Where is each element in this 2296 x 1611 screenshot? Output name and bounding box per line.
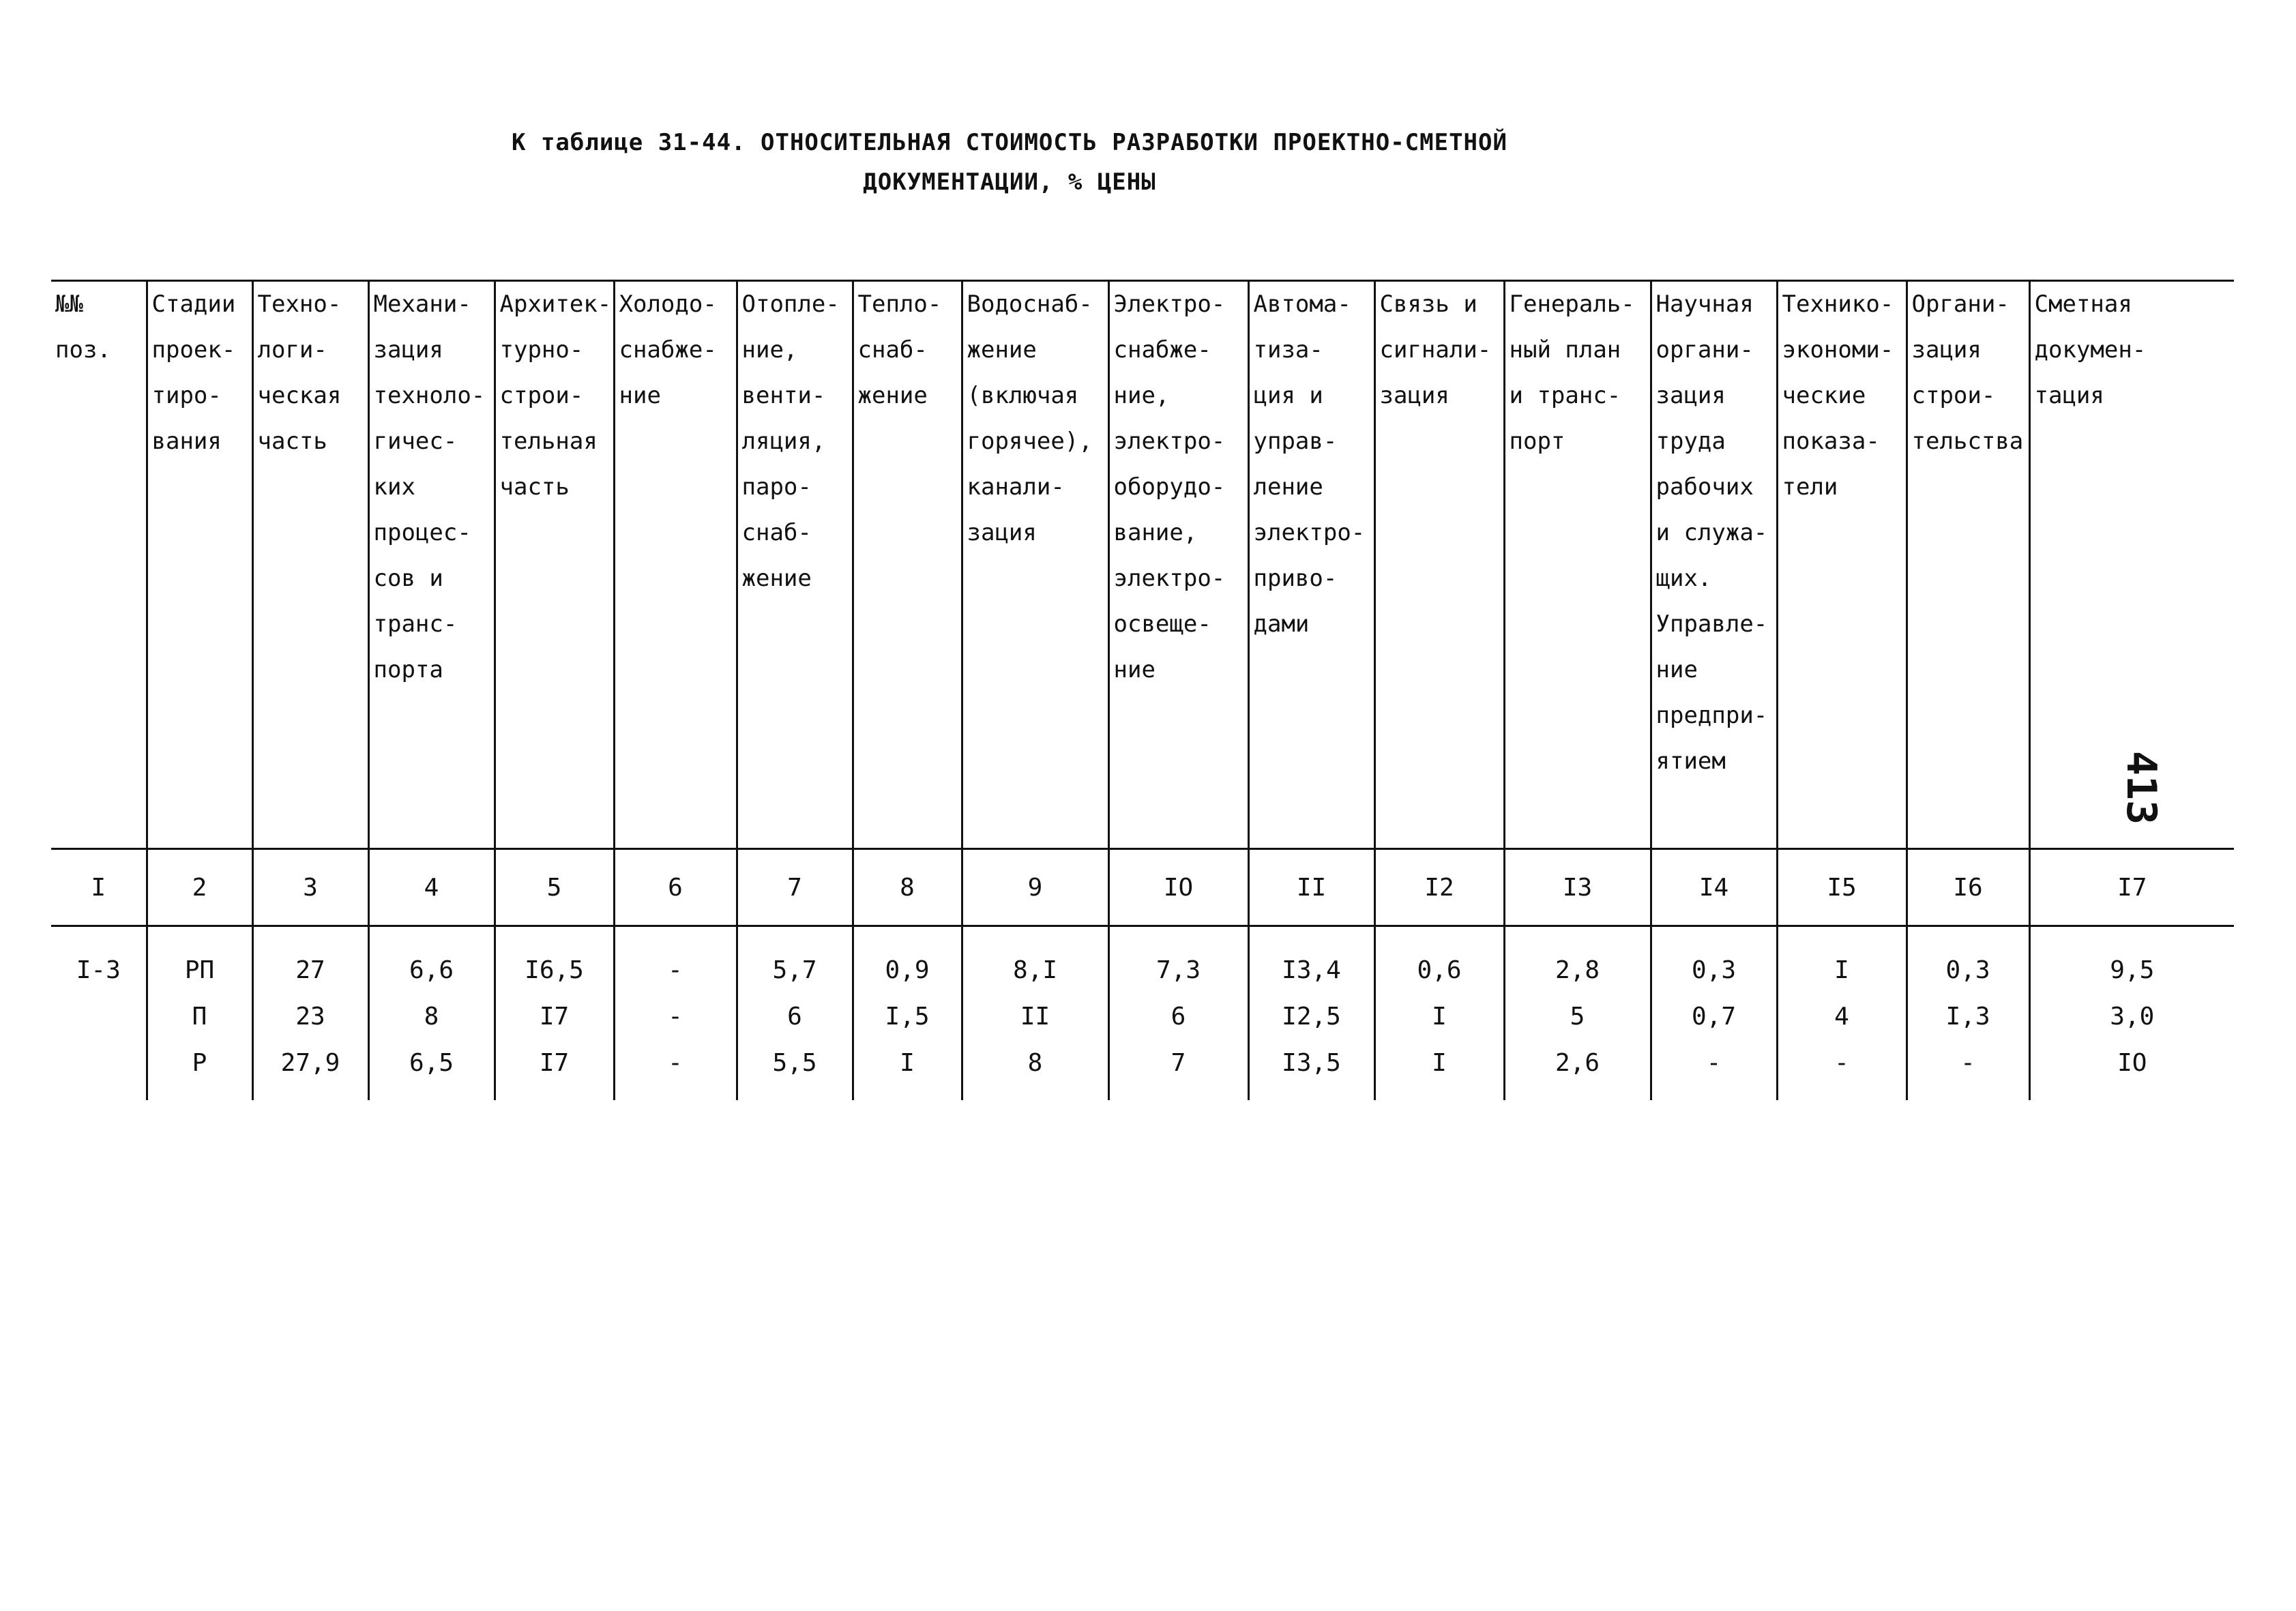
column-number: 7 bbox=[737, 849, 853, 926]
page-number: 413 bbox=[2117, 750, 2166, 825]
header-estimate: Сметная докумен- тация bbox=[2029, 281, 2234, 849]
header-heating-ventilation: Отопле- ние, венти- ляция, паро- снаб- жение bbox=[737, 281, 853, 849]
cell-stages: РП П Р bbox=[147, 926, 252, 1101]
header-refrigeration: Холодо- снабже- ние bbox=[614, 281, 737, 849]
column-number: I5 bbox=[1777, 849, 1907, 926]
header-economics: Технико- экономи- ческие показа- тели bbox=[1777, 281, 1907, 849]
cell-technological: 27 23 27,9 bbox=[252, 926, 368, 1101]
header-pos: №№ поз. bbox=[55, 291, 111, 364]
column-number: IO bbox=[1108, 849, 1248, 926]
column-number: I3 bbox=[1504, 849, 1651, 926]
column-number: 2 bbox=[147, 849, 252, 926]
title-line-1: К таблице 31-44. ОТНОСИТЕЛЬНАЯ СТОИМОСТЬ РАЗРАБОТКИ ПРОЕКТНО-СМЕТНОЙ bbox=[512, 129, 1507, 156]
cell-labor-organization: 0,3 0,7 - bbox=[1651, 926, 1777, 1101]
header-stages: Стадии проек- тиро- вания bbox=[147, 281, 252, 849]
cell-estimate: 9,5 3,0 IO bbox=[2029, 926, 2234, 1101]
header-communication: Связь и сигнали- зация bbox=[1374, 281, 1504, 849]
cell-water-supply: 8,I II 8 bbox=[962, 926, 1108, 1101]
header-water-supply: Водоснаб- жение (включая горячее), канали- зация bbox=[962, 281, 1108, 849]
header-labor-organization: Научная органи- зация труда рабочих и служа- щих. Управле- ние предпри- ятием bbox=[1651, 281, 1777, 849]
column-number: I6 bbox=[1907, 849, 2029, 926]
column-number: 4 bbox=[368, 849, 495, 926]
cell-economics: I 4 - bbox=[1777, 926, 1907, 1101]
title-line-2: ДОКУМЕНТАЦИИ, % ЦЕНЫ bbox=[863, 168, 1156, 196]
cost-table bbox=[51, 280, 2234, 1100]
column-number: 8 bbox=[853, 849, 962, 926]
column-number: I7 bbox=[2029, 849, 2234, 926]
cell-mechanization: 6,6 8 6,5 bbox=[368, 926, 495, 1101]
header-technological: Техно- логи- ческая часть bbox=[252, 281, 368, 849]
cell-general-plan: 2,8 5 2,6 bbox=[1504, 926, 1651, 1101]
column-number: I2 bbox=[1374, 849, 1504, 926]
table-row bbox=[51, 926, 2234, 1101]
cell-communication: 0,6 I I bbox=[1374, 926, 1504, 1101]
header-heat-supply: Тепло- снаб- жение bbox=[853, 281, 962, 849]
header-general-plan: Генераль- ный план и транс- порт bbox=[1504, 281, 1651, 849]
cell-heat-supply: 0,9 I,5 I bbox=[853, 926, 962, 1101]
cell-refrigeration: - - - bbox=[614, 926, 737, 1101]
column-number: I bbox=[51, 849, 147, 926]
header-architecture: Архитек- турно- строи- тельная часть bbox=[495, 281, 614, 849]
cell-electrical: 7,3 6 7 bbox=[1108, 926, 1248, 1101]
cell-architecture: I6,5 I7 I7 bbox=[495, 926, 614, 1101]
column-number: 9 bbox=[962, 849, 1108, 926]
header-row bbox=[51, 281, 2234, 849]
table-title bbox=[0, 123, 2019, 202]
cell-automation: I3,4 I2,5 I3,5 bbox=[1248, 926, 1374, 1101]
cell-construction-org: 0,3 I,3 - bbox=[1907, 926, 2029, 1101]
column-number: 6 bbox=[614, 849, 737, 926]
cell-heating-ventilation: 5,7 6 5,5 bbox=[737, 926, 853, 1101]
header-construction-org: Органи- зация строи- тельства bbox=[1907, 281, 2029, 849]
column-number: I4 bbox=[1651, 849, 1777, 926]
column-number-row bbox=[51, 849, 2234, 926]
header-mechanization: Механи- зация техноло- гичес- ких процес- сов и транс- порта bbox=[368, 281, 495, 849]
column-number: II bbox=[1248, 849, 1374, 926]
column-number: 3 bbox=[252, 849, 368, 926]
column-number: 5 bbox=[495, 849, 614, 926]
header-electrical: Электро- снабже- ние, электро- оборудо- вание, электро- освеще- ние bbox=[1108, 281, 1248, 849]
header-automation: Автома- тиза- ция и управ- ление электро- приво- дами bbox=[1248, 281, 1374, 849]
cell-pos: I-3 bbox=[76, 956, 121, 984]
